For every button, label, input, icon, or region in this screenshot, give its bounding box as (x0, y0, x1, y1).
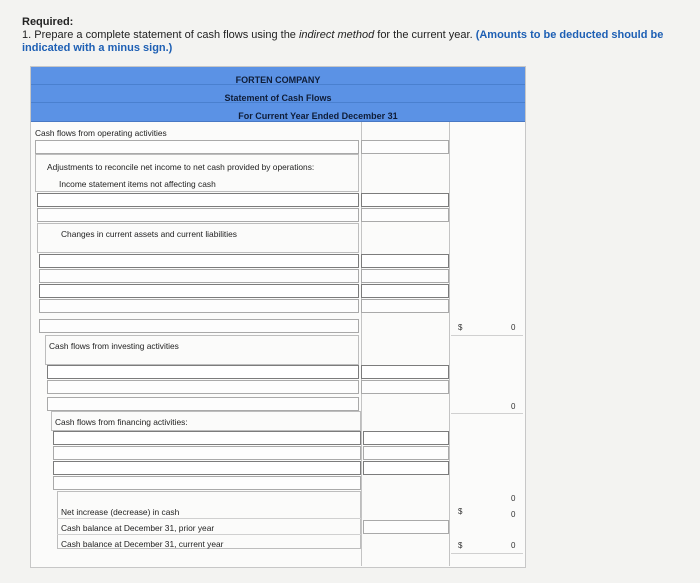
current-balance-currency: $ (458, 541, 463, 550)
instruction-text (22, 29, 694, 55)
noncash-item-2-label-input[interactable] (37, 208, 359, 222)
financing-item-1-amount-input[interactable] (363, 431, 449, 445)
changes-label: Changes in current assets and current liabilities (61, 229, 237, 239)
net-change-value: 0 (511, 510, 516, 519)
change-item-4-label-input[interactable] (39, 299, 359, 313)
net-change-label: Net increase (decrease) in cash (61, 507, 180, 517)
column-divider (449, 122, 450, 566)
financing-item-3-amount-input[interactable] (363, 461, 449, 475)
prior-balance-label: Cash balance at December 31, prior year (61, 523, 215, 533)
financing-item-2-label-input[interactable] (53, 446, 361, 460)
operating-label: Cash flows from operating activities (35, 128, 167, 138)
required-heading: Required: (22, 16, 74, 28)
operating-net-income-amount-input[interactable] (361, 140, 449, 154)
investing-item-1-amount-input[interactable] (361, 365, 449, 379)
instructions (22, 16, 694, 55)
operating-total-currency: $ (458, 323, 463, 332)
change-item-3-label-input[interactable] (39, 284, 359, 298)
total-rule (451, 335, 523, 336)
current-balance-label: Cash balance at December 31, current year (61, 539, 224, 549)
financing-item-1-label-input[interactable] (53, 431, 361, 445)
investing-item-2-amount-input[interactable] (361, 380, 449, 394)
change-item-2-label-input[interactable] (39, 269, 359, 283)
row-rule (57, 518, 361, 519)
financing-label: Cash flows from financing activities: (55, 417, 188, 427)
net-change-currency: $ (458, 507, 463, 516)
noncash-item-1-label-input[interactable] (37, 193, 359, 207)
statement-header (31, 67, 525, 122)
column-divider (361, 122, 362, 566)
company-name: FORTEN COMPANY (235, 75, 321, 85)
noncash-item-1-amount-input[interactable] (361, 193, 449, 207)
change-item-2-amount-input[interactable] (361, 269, 449, 283)
instruction-method: indirect method (298, 29, 375, 41)
noncash-item-2-amount-input[interactable] (361, 208, 449, 222)
change-item-1-label-input[interactable] (39, 254, 359, 268)
instruction-prefix: 1. Prepare a complete statement of cash flows using the (22, 29, 299, 41)
financing-total-value: 0 (511, 494, 516, 503)
change-item-4-amount-input[interactable] (361, 299, 449, 313)
investing-total-value: 0 (511, 402, 516, 411)
net-financing-label-input[interactable] (53, 476, 361, 490)
instruction-note: (Amounts to be deducted should be indicated with a minus sign.) (22, 29, 664, 54)
investing-item-1-label-input[interactable] (47, 365, 359, 379)
prior-balance-amount-input[interactable] (363, 520, 449, 534)
adjustments-label: Adjustments to reconcile net income to net cash provided by operations: (47, 162, 315, 172)
noncash-items-label: Income statement items not affecting cash (59, 179, 216, 189)
operating-total-value: 0 (511, 323, 516, 332)
investing-label: Cash flows from investing activities (49, 341, 179, 351)
total-rule (451, 413, 523, 414)
net-operating-label-input[interactable] (39, 319, 359, 333)
total-rule (451, 553, 523, 554)
operating-net-income-label-input[interactable] (35, 140, 359, 154)
row-rule (57, 534, 361, 535)
cash-flow-statement (30, 66, 526, 568)
net-investing-label-input[interactable] (47, 397, 359, 411)
statement-title: Statement of Cash Flows (224, 93, 332, 103)
change-item-3-amount-input[interactable] (361, 284, 449, 298)
change-item-1-amount-input[interactable] (361, 254, 449, 268)
financing-item-2-amount-input[interactable] (363, 446, 449, 460)
financing-item-3-label-input[interactable] (53, 461, 361, 475)
statement-period: For Current Year Ended December 31 (238, 111, 398, 121)
investing-item-2-label-input[interactable] (47, 380, 359, 394)
instruction-middle: for the current year. (374, 29, 476, 41)
current-balance-value: 0 (511, 541, 516, 550)
